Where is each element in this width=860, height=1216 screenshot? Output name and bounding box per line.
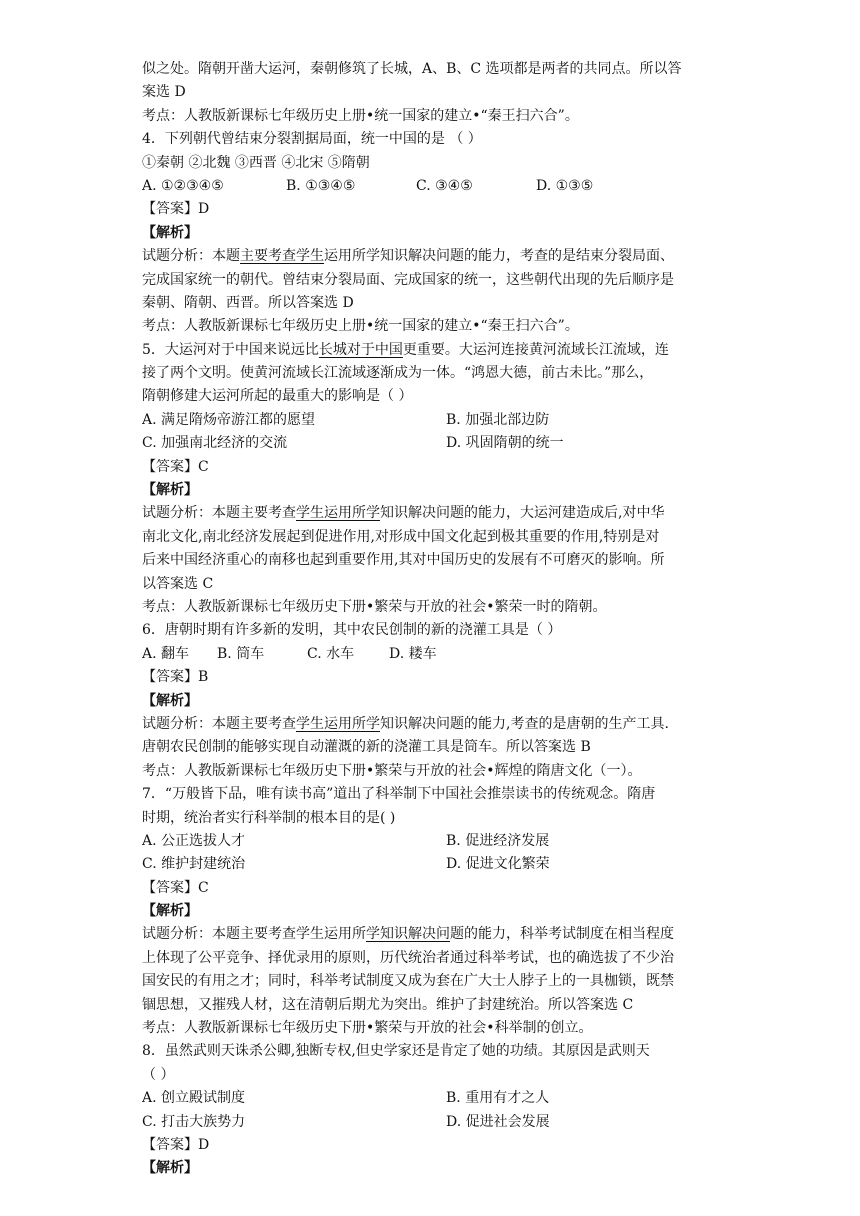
q6-option-b: B. 筒车	[217, 645, 265, 662]
q5-analysis-line: 南北文化,南北经济发展起到促进作用,对形成中国文化起到极其重要的作用,特别是对	[142, 528, 660, 545]
q8-answer: 【答案】D	[142, 1136, 210, 1153]
q4-analysis-line: 秦朝、隋朝、西晋。所以答案选 D	[142, 294, 354, 311]
underlined-text: 学生运用所学	[296, 715, 380, 732]
text-run: 知识解决问题的能力,考查的是唐朝的生产工具.	[380, 715, 669, 732]
text-run: 更重要。大运河连接黄河流域长江流域，连	[402, 341, 669, 358]
q4-options	[142, 175, 730, 198]
q6-option-d: D. 耧车	[389, 645, 437, 662]
q7-stem-line: 时期，统治者实行科举制的根本目的是( )	[142, 809, 396, 826]
q5-option-a: A. 满足隋炀帝游江都的愿望	[142, 411, 316, 428]
q5-kaodian: 考点：人教版新课标七年级历史下册•繁荣与开放的社会•繁荣一时的隋朝。	[142, 598, 607, 615]
text-run: 运用所学知识解决问题的能力，考查的是结束分裂局面、	[324, 248, 674, 265]
q6-options	[142, 643, 730, 666]
q8-stem-line: （ ）	[142, 1066, 175, 1083]
q7-options-row	[142, 830, 730, 853]
q6-option-a: A. 翻车	[142, 645, 190, 662]
q8-options-row	[142, 1111, 730, 1134]
q8-option-d: D. 促进社会发展	[446, 1113, 550, 1130]
q7-analysis-line: 锢思想，又摧残人材，这在清朝后期尤为突出。维护了封建统治。所以答案选 C	[142, 996, 634, 1013]
q5-options-row	[142, 432, 730, 455]
q7-analysis-line: 上体现了公平竞争、择优录用的原则，历代统治者通过科举考试，也的确选拔了不少治	[142, 949, 674, 966]
q7-analysis-label: 【解析】	[142, 903, 198, 920]
q7-kaodian: 考点：人教版新课标七年级历史下册•繁荣与开放的社会•科举制的创立。	[142, 1020, 593, 1037]
q4-analysis-line: 完成国家统一的朝代。曾结束分裂局面、完成国家的统一，这些朝代出现的先后顺序是	[142, 271, 674, 288]
q5-analysis-line: 后来中国经济重心的南移也起到重要作用,其对中国历史的发展有不可磨灭的影响。所	[142, 552, 665, 569]
q7-analysis-line	[142, 923, 730, 946]
q7-answer: 【答案】C	[142, 879, 209, 896]
q8-option-c: C. 打击大族势力	[142, 1113, 246, 1130]
q6-option-c: C. 水车	[307, 645, 355, 662]
underlined-text: 主要考查学生	[240, 248, 324, 265]
q5-answer: 【答案】C	[142, 458, 209, 475]
text-run: 题的能力，科举考试制度在相当程度	[450, 926, 674, 943]
q4-option-b: B. ①③④⑤	[286, 177, 356, 194]
underlined-text: 学知识解决问	[366, 926, 450, 943]
q7-option-a: A. 公正选拔人才	[142, 832, 246, 849]
text-run: 知识解决问题的能力，大运河建造成后,对中华	[380, 505, 665, 522]
q4-answer: 【答案】D	[142, 201, 210, 218]
q5-option-b: B. 加强北部边防	[446, 411, 550, 428]
q4-analysis-label: 【解析】	[142, 224, 198, 241]
q7-option-d: D. 促进文化繁荣	[446, 856, 550, 873]
q5-options-row	[142, 409, 730, 432]
q8-stem-line: 8．虽然武则天诛杀公卿,独断专权,但史学家还是肯定了她的功绩。其原因是武则天	[142, 1043, 650, 1060]
q7-options-row	[142, 853, 730, 876]
q5-option-d: D. 巩固隋朝的统一	[446, 435, 564, 452]
text-run: 试题分析：本题	[142, 248, 240, 265]
q4-option-d: D. ①③⑤	[536, 177, 594, 194]
q7-stem-line: 7．“万般皆下品，唯有读书高”道出了科举制下中国社会推崇读书的传统观念。隋唐	[142, 786, 656, 803]
q7-option-c: C. 维护封建统治	[142, 856, 246, 873]
q3-analysis-line: 案选 D	[142, 84, 186, 101]
q6-kaodian: 考点：人教版新课标七年级历史下册•繁荣与开放的社会•辉煌的隋唐文化（一）。	[142, 762, 642, 779]
text-run: 5．大运河对于中国来说远比	[142, 341, 319, 358]
underlined-text: 学生运用所学	[296, 505, 380, 522]
q6-stem: 6．唐朝时期有许多新的发明，其中农民创制的新的浇灌工具是（ ）	[142, 622, 562, 639]
document-body	[142, 58, 730, 1181]
q5-analysis-line	[142, 502, 730, 525]
q5-stem-line: 隋朝修建大运河所起的最重大的影响是（ ）	[142, 388, 413, 405]
q8-analysis-label: 【解析】	[142, 1160, 198, 1177]
q4-option-c: C. ③④⑤	[416, 177, 473, 194]
q5-stem-line	[142, 339, 730, 362]
q5-analysis-label: 【解析】	[142, 482, 198, 499]
q4-analysis-line	[142, 245, 730, 268]
q3-kaodian: 考点：人教版新课标七年级历史上册•统一国家的建立•“秦王扫六合”。	[142, 107, 579, 124]
q5-option-c: C. 加强南北经济的交流	[142, 435, 288, 452]
underlined-text: 长城对于中国	[318, 341, 403, 358]
q7-option-b: B. 促进经济发展	[446, 832, 550, 849]
q6-analysis-line	[142, 713, 730, 736]
q5-analysis-line: 以答案选 C	[142, 575, 214, 592]
q3-analysis-line: 似之处。隋朝开凿大运河，秦朝修筑了长城，A、B、C 选项都是两者的共同点。所以答	[142, 61, 682, 77]
q4-option-a: A. ①②③④⑤	[142, 177, 224, 194]
q8-options-row	[142, 1087, 730, 1110]
q6-analysis-label: 【解析】	[142, 692, 198, 709]
q4-kaodian: 考点：人教版新课标七年级历史上册•统一国家的建立•“秦王扫六合”。	[142, 318, 579, 335]
q7-analysis-line: 国安民的有用之才；同时，科举考试制度又成为套在广大士人脖子上的一具枷锁，既禁	[142, 973, 674, 990]
text-run: 试题分析：本题主要考查学生运用所	[142, 926, 366, 943]
q8-option-b: B. 重用有才之人	[446, 1090, 550, 1107]
q6-analysis-line: 唐朝农民创制的能够实现自动灌溉的新的浇灌工具是筒车。所以答案选 B	[142, 739, 591, 756]
q6-answer: 【答案】B	[142, 669, 209, 686]
q4-stem: 4．下列朝代曾结束分裂割据局面，统一中国的是 （ ）	[142, 131, 482, 148]
text-run: 试题分析：本题主要考查	[142, 715, 296, 732]
q8-option-a: A. 创立殿试制度	[142, 1090, 246, 1107]
text-run: 试题分析：本题主要考查	[142, 505, 296, 522]
q4-items: ①秦朝 ②北魏 ③西晋 ④北宋 ⑤隋朝	[142, 154, 370, 171]
q5-stem-line: 接了两个文明。使黄河流域长江流域逐渐成为一体。“鸿恩大德，前古未比。”那么，	[142, 365, 654, 382]
